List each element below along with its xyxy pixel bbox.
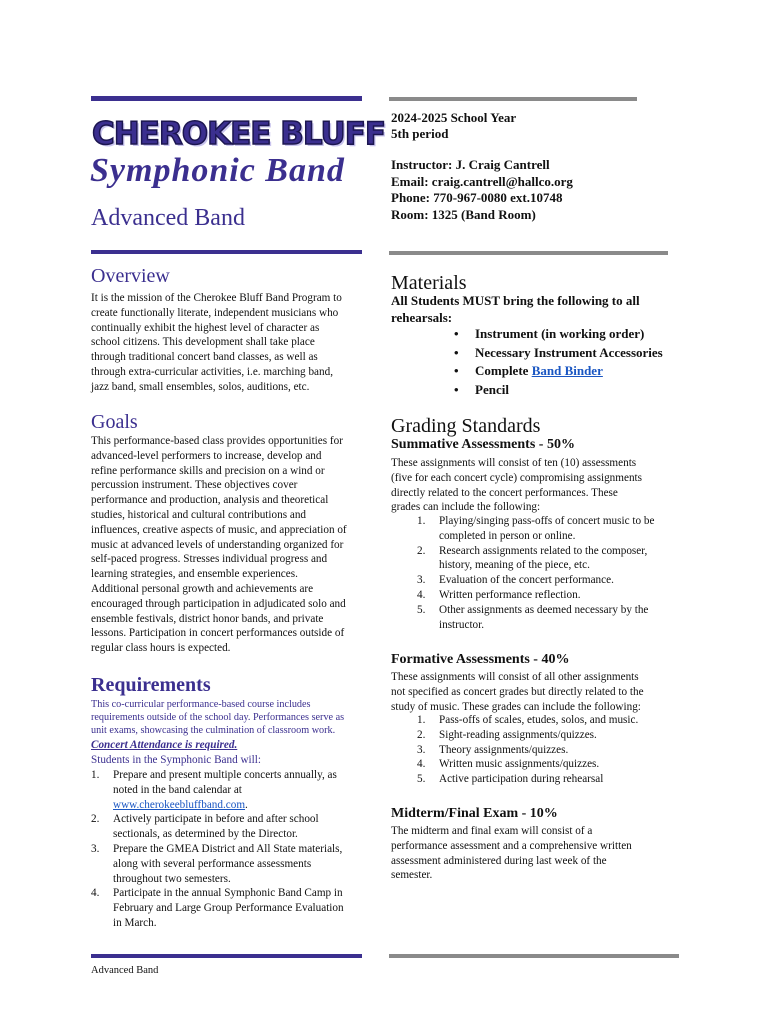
list-item bbox=[417, 728, 697, 743]
item-line: Written music assignments/quizzes. bbox=[439, 758, 600, 771]
item-number: 4. bbox=[417, 588, 426, 601]
goals-text bbox=[91, 434, 386, 656]
item-number: 1. bbox=[417, 714, 426, 726]
formative-line: not specified as concert grades but directly related to the bbox=[391, 685, 644, 698]
cherokee-bluff-logo bbox=[92, 113, 386, 155]
materials-rule bbox=[389, 251, 668, 255]
concert-attendance-note bbox=[91, 738, 237, 753]
goals-line: This performance-based class provides opportunities for bbox=[91, 435, 343, 447]
item-number: 5. bbox=[417, 603, 426, 616]
item-number: 1. bbox=[91, 769, 100, 781]
goals-line: learning strategies, and ensemble experiences. bbox=[91, 568, 298, 581]
summative-heading: Summative Assessments - 50% bbox=[391, 437, 575, 452]
materials-list bbox=[448, 325, 663, 399]
bottom-left-rule bbox=[91, 954, 362, 958]
item-number: 3. bbox=[91, 842, 100, 855]
list-item bbox=[417, 757, 697, 772]
item-line: Participate in the annual Symphonic Band Camp in bbox=[113, 887, 343, 900]
class-period: 5th period bbox=[391, 126, 449, 141]
item-number: 4. bbox=[417, 758, 426, 771]
exam-line: semester. bbox=[391, 869, 433, 882]
top-left-rule bbox=[91, 96, 362, 101]
logo-text: CHEROKEE BLUFF bbox=[92, 116, 386, 152]
item-line-link bbox=[113, 798, 391, 813]
formative-line: These assignments will consist of all other assignments bbox=[391, 671, 639, 683]
concert-attendance-text: Concert Attendance is required. bbox=[91, 739, 238, 751]
goals-line: performance and production, analysis and theoretical bbox=[91, 494, 329, 507]
instructor: Instructor: J. Craig Cantrell bbox=[391, 157, 550, 172]
goals-line: ensemble festivals, district honor bands, and private bbox=[91, 612, 324, 625]
formative-line: study of music. These grades can include the following: bbox=[391, 700, 641, 713]
item-line: Written performance reflection. bbox=[439, 588, 581, 601]
item-number: 2. bbox=[91, 813, 100, 826]
list-item bbox=[448, 344, 663, 363]
list-item bbox=[91, 842, 391, 886]
bullet-icon: • bbox=[454, 363, 459, 378]
formative-list bbox=[417, 713, 697, 787]
list-item bbox=[448, 362, 663, 381]
overview-line: create functionally literate, independent musicians who bbox=[91, 306, 339, 319]
list-item bbox=[417, 772, 697, 787]
material-item: Necessary Instrument Accessories bbox=[475, 344, 663, 360]
students-line-text: Students in the Symphonic Band will: bbox=[91, 754, 261, 766]
students-line bbox=[91, 753, 261, 768]
school-year: 2024-2025 School Year bbox=[391, 110, 517, 125]
requirements-intro-line: requirements outside of the school day. Performances serve as bbox=[91, 712, 345, 724]
item-line: Prepare the GMEA District and All State materials, bbox=[113, 842, 343, 855]
item-number: 3. bbox=[417, 743, 426, 756]
item-line: history, meaning of the piece, etc. bbox=[439, 559, 590, 572]
material-item: Pencil bbox=[475, 381, 509, 397]
list-item bbox=[417, 588, 697, 603]
goals-line: refine performance skills and precision on a wind or bbox=[91, 464, 325, 477]
item-line: Theory assignments/quizzes. bbox=[439, 743, 569, 756]
materials-intro-line: All Students MUST bring the following to all bbox=[391, 293, 640, 308]
link-suffix: . bbox=[245, 798, 248, 811]
overview-line: school citizens. This development shall take place bbox=[91, 336, 315, 349]
item-line: Research assignments related to the composer, bbox=[439, 544, 648, 557]
requirements-intro-line: This co-curricular performance-based course includes bbox=[91, 699, 311, 710]
item-number: 1. bbox=[417, 515, 426, 527]
list-item bbox=[417, 544, 697, 574]
list-item bbox=[91, 812, 391, 842]
list-item bbox=[91, 768, 391, 812]
list-item bbox=[417, 514, 697, 544]
overview-rule bbox=[91, 250, 362, 254]
band-title: Symphonic Band bbox=[90, 152, 345, 189]
item-line: Playing/singing pass-offs of concert music to be bbox=[439, 515, 655, 527]
goals-line: regular class hours is expected. bbox=[91, 642, 231, 655]
item-line: Evaluation of the concert performance. bbox=[439, 574, 614, 587]
email: Email: craig.cantrell@hallco.org bbox=[391, 174, 573, 189]
list-item bbox=[417, 573, 697, 588]
band-subtitle: Advanced Band bbox=[91, 205, 245, 231]
top-right-rule bbox=[389, 97, 637, 101]
list-item bbox=[417, 603, 697, 633]
item-number: 3. bbox=[417, 574, 426, 587]
exam-text bbox=[391, 824, 691, 883]
overview-line: through extra-curricular activities, i.e. marching band, bbox=[91, 365, 333, 378]
item-line: instructor. bbox=[439, 618, 485, 631]
materials-heading: Materials bbox=[391, 272, 467, 294]
list-item bbox=[417, 713, 697, 728]
goals-line: music at advanced levels of understanding organized for bbox=[91, 538, 344, 551]
summative-line: directly related to the concert performances. These bbox=[391, 486, 618, 499]
list-item bbox=[448, 381, 663, 400]
goals-line: studies, historical and cultural contributions and bbox=[91, 508, 307, 521]
item-line: February and Large Group Performance Evaluation bbox=[113, 902, 344, 915]
exam-line: The midterm and final exam will consist of a bbox=[391, 825, 593, 837]
item-line: Prepare and present multiple concerts annually, as bbox=[113, 769, 337, 781]
bullet-icon: • bbox=[454, 326, 459, 341]
overview-line: through traditional concert band classes, as well as bbox=[91, 351, 318, 364]
bullet-icon: • bbox=[454, 344, 459, 360]
item-line: Active participation during rehearsal bbox=[439, 773, 604, 786]
item-line: in March. bbox=[113, 916, 157, 929]
summative-line: grades can include the following: bbox=[391, 501, 541, 514]
overview-text bbox=[91, 291, 386, 395]
material-item: Complete bbox=[475, 363, 532, 378]
goals-line: self-paced progress. Stresses individual progress and bbox=[91, 553, 328, 566]
band-binder-link[interactable]: Band Binder bbox=[531, 363, 603, 378]
exam-heading: Midterm/Final Exam - 10% bbox=[391, 806, 558, 821]
room: Room: 1325 (Band Room) bbox=[391, 207, 536, 222]
overview-line: jazz band, small ensembles, solos, auditions, etc. bbox=[91, 380, 310, 393]
goals-line: encouraged through participation in adjudicated solo and bbox=[91, 597, 346, 610]
requirements-intro bbox=[91, 698, 386, 738]
goals-line: advanced-level performers to increase, develop and bbox=[91, 449, 322, 462]
item-line: Other assignments as deemed necessary by the bbox=[439, 603, 649, 616]
item-line: noted in the band calendar at bbox=[113, 783, 242, 796]
item-line: Pass-offs of scales, etudes, solos, and music. bbox=[439, 714, 639, 726]
goals-heading: Goals bbox=[91, 411, 138, 433]
overview-line: continually exhibit the highest level of character as bbox=[91, 321, 320, 334]
list-item bbox=[91, 886, 391, 930]
item-line: Actively participate in before and after school bbox=[113, 813, 319, 826]
summative-line: These assignments will consist of ten (10) assessments bbox=[391, 457, 637, 469]
exam-line: performance assessment and a comprehensive written bbox=[391, 839, 632, 852]
materials-intro bbox=[391, 293, 640, 326]
list-item bbox=[417, 743, 697, 758]
materials-intro-line: rehearsals: bbox=[391, 309, 453, 325]
exam-line: assessment administered during last week of the bbox=[391, 854, 607, 867]
item-line: throughout two semesters. bbox=[113, 872, 231, 885]
material-item: Instrument (in working order) bbox=[475, 326, 645, 341]
requirements-list bbox=[91, 768, 391, 931]
item-number: 5. bbox=[417, 773, 426, 786]
list-item bbox=[448, 325, 663, 344]
item-number: 2. bbox=[417, 728, 426, 741]
formative-heading: Formative Assessments - 40% bbox=[391, 652, 570, 667]
bullet-icon: • bbox=[454, 381, 459, 397]
item-number: 4. bbox=[91, 887, 100, 900]
summative-text bbox=[391, 456, 691, 515]
overview-line: It is the mission of the Cherokee Bluff Band Program to bbox=[91, 292, 342, 304]
phone: Phone: 770-967-0080 ext.10748 bbox=[391, 190, 563, 205]
item-number: 2. bbox=[417, 544, 426, 557]
item-line: Sight-reading assignments/quizzes. bbox=[439, 728, 597, 741]
summative-list bbox=[417, 514, 697, 632]
requirements-heading: Requirements bbox=[91, 674, 211, 696]
goals-line: Additional personal growth and achievements are bbox=[91, 582, 314, 595]
item-line: sectionals, as determined by the Director. bbox=[113, 828, 298, 841]
item-line: completed in person or online. bbox=[439, 529, 576, 542]
bottom-right-rule bbox=[389, 954, 679, 958]
overview-heading: Overview bbox=[91, 265, 170, 287]
grading-heading: Grading Standards bbox=[391, 415, 541, 437]
goals-line: lessons. Participation in concert performances outside of bbox=[91, 627, 345, 640]
footer-text: Advanced Band bbox=[91, 965, 159, 976]
requirements-intro-line: unit exams, showcasing the culmination of classroom work. bbox=[91, 725, 336, 737]
summative-line: (five for each concert cycle) compromising assignments bbox=[391, 471, 643, 484]
item-line: along with several performance assessments bbox=[113, 857, 312, 870]
band-website-link[interactable]: www.cherokeebluffband.com bbox=[113, 798, 246, 811]
goals-line: percussion instrument. These objectives cover bbox=[91, 479, 298, 492]
goals-line: influences, creative aspects of music, and appreciation of bbox=[91, 523, 347, 536]
formative-text bbox=[391, 670, 691, 714]
